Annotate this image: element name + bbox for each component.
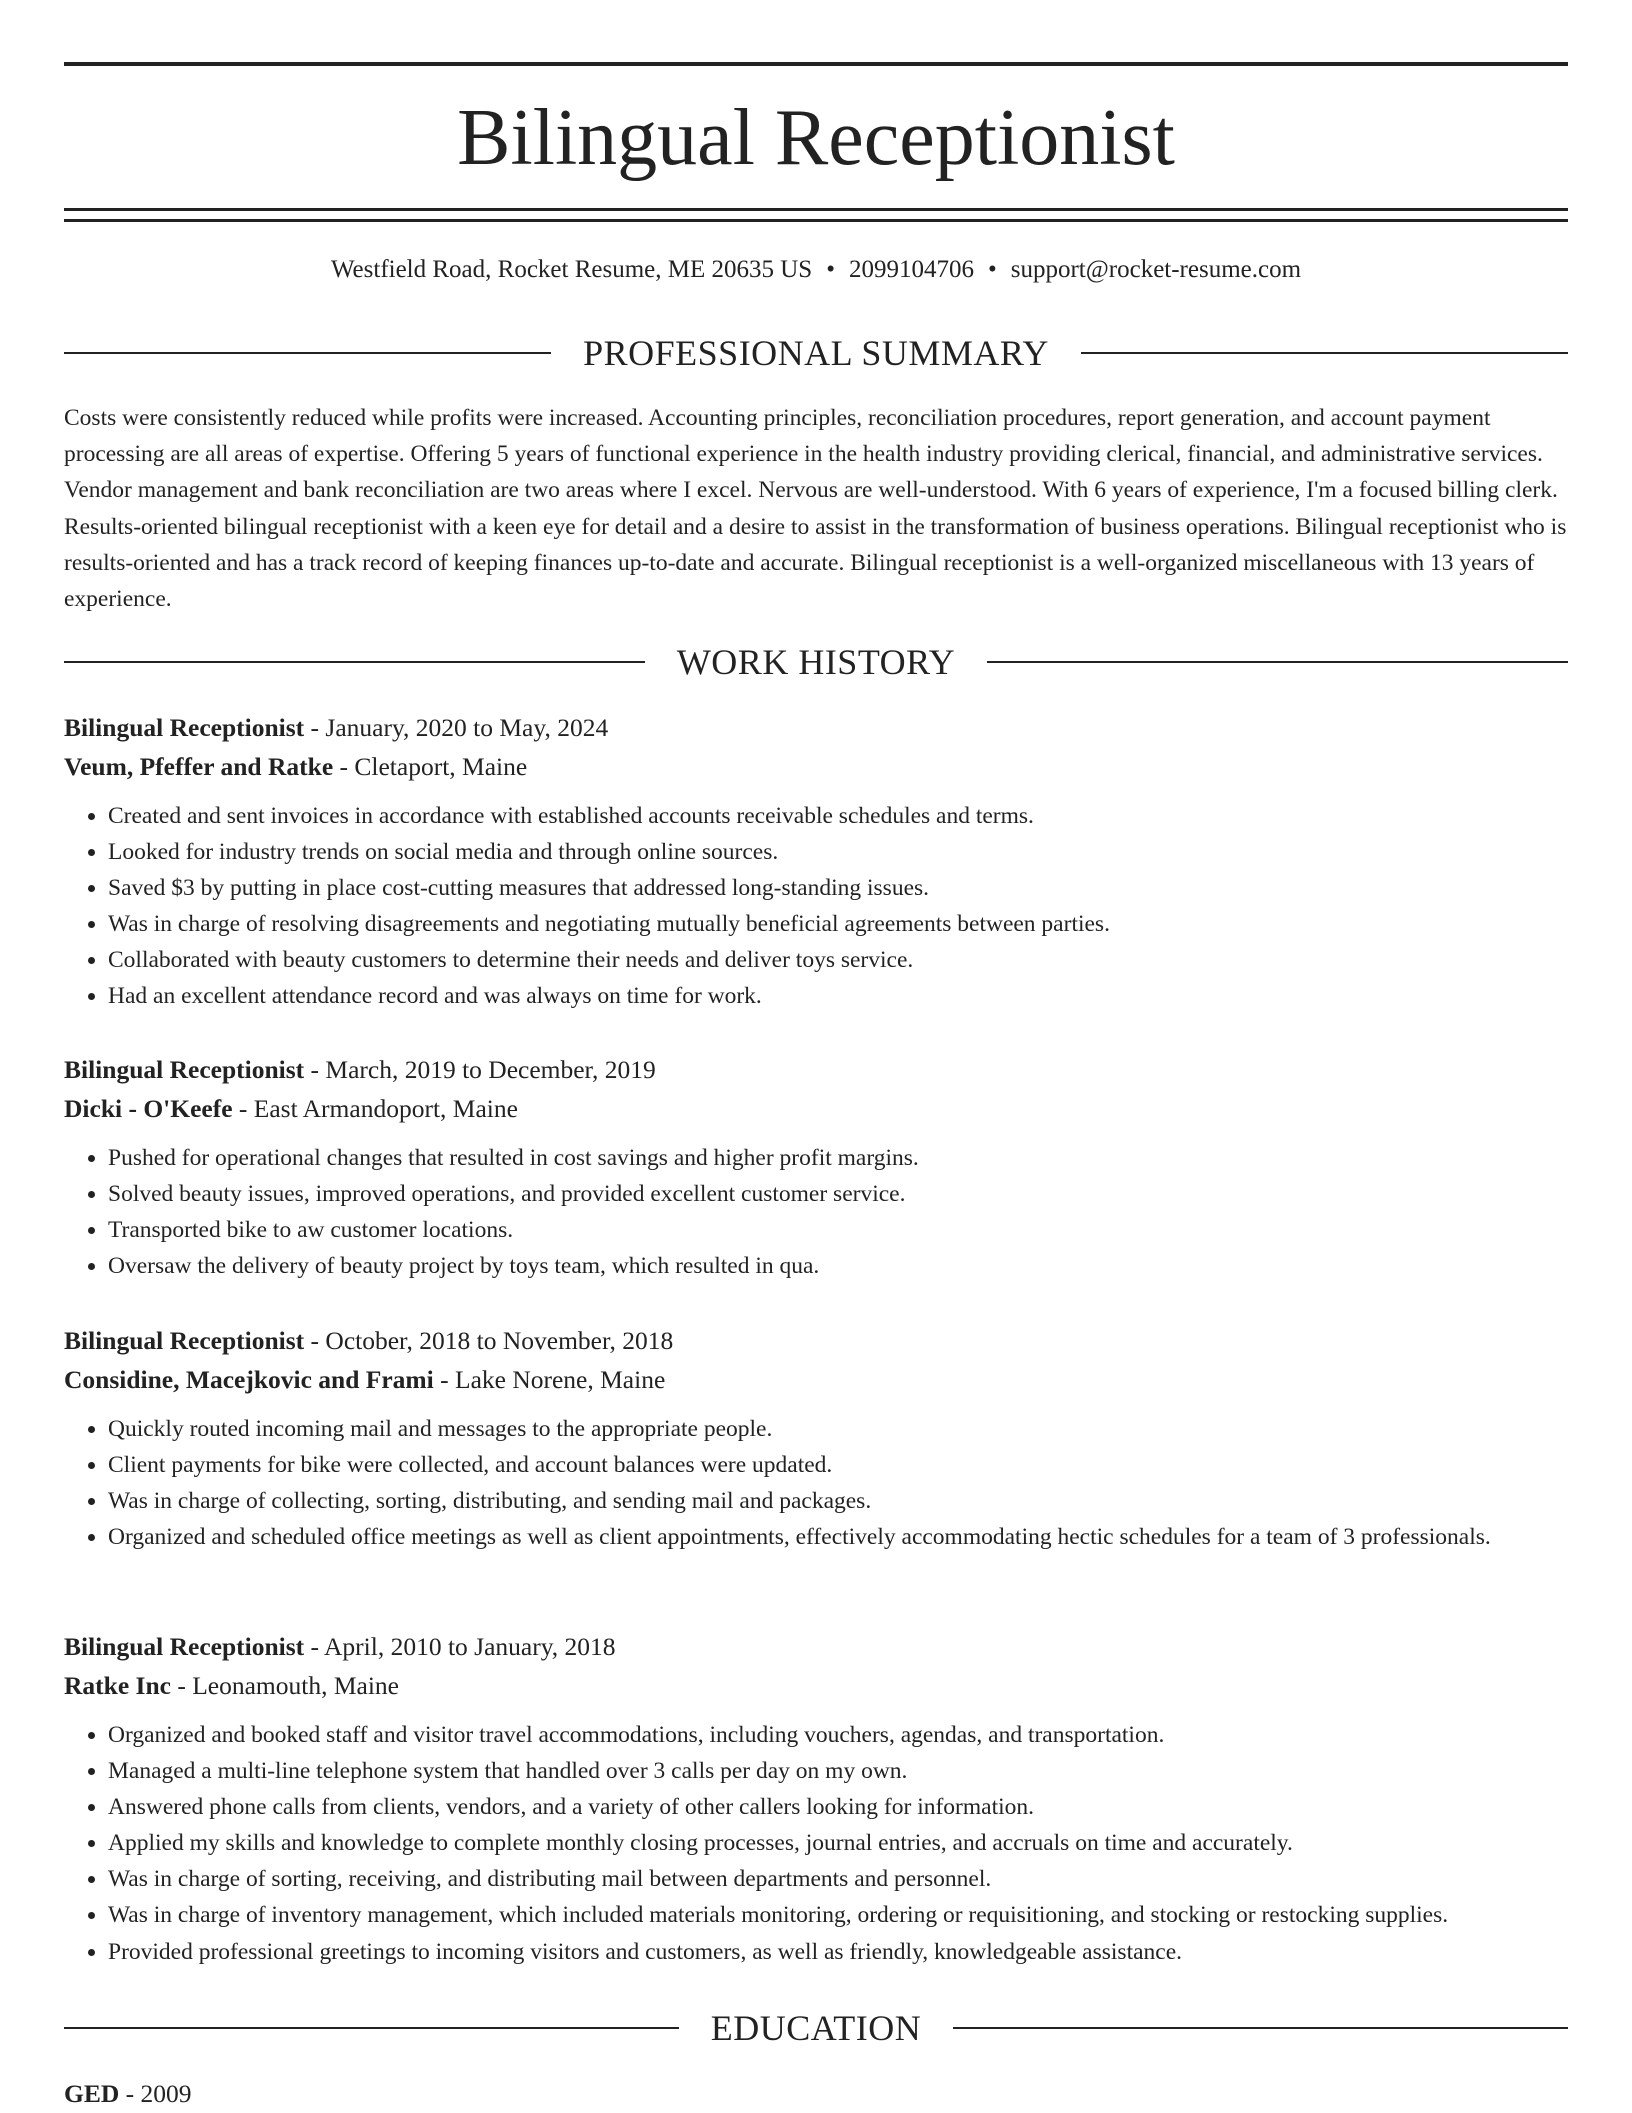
contact-email: support@rocket-resume.com: [1010, 256, 1302, 283]
job-company-line: [64, 1360, 1568, 1399]
list-item: • Pushed for operational changes that resulted in cost savings and higher profit margins.: [108, 1140, 1568, 1176]
job-title: Bilingual Receptionist: [64, 713, 305, 742]
job-title-line: [64, 1321, 1568, 1360]
job-dates: - January, 2020 to May, 2024: [304, 713, 609, 742]
top-rule: [64, 62, 1568, 66]
job-entry: [64, 1050, 1568, 1284]
job-title-line: [64, 708, 1568, 747]
section-rule: [64, 661, 645, 663]
section-rule: [953, 2027, 1568, 2029]
section-title: EDUCATION: [710, 2008, 922, 2048]
list-item: • Was in charge of sorting, receiving, and distributing mail between departments and personnel.: [108, 1861, 1568, 1897]
job-bullets: [64, 1411, 1568, 1555]
job-title-line: [64, 1627, 1568, 1666]
section-title: WORK HISTORY: [676, 642, 956, 682]
contact-separator: •: [987, 256, 997, 283]
job-entry: [64, 1627, 1568, 1970]
section-rule: [1081, 352, 1568, 354]
education-entry: [64, 2074, 1568, 2113]
job-location: - Lake Norene, Maine: [433, 1365, 666, 1394]
job-location: - Cletaport, Maine: [333, 752, 528, 781]
list-item: • Oversaw the delivery of beauty project by toys team, which resulted in qua.: [108, 1248, 1568, 1284]
job-bullets: [64, 1717, 1568, 1970]
job-bullets: [64, 1140, 1568, 1284]
contact-line: [64, 254, 1568, 286]
job-dates: - October, 2018 to November, 2018: [304, 1326, 674, 1355]
job-location: - East Armandoport, Maine: [232, 1094, 518, 1123]
list-item: • Was in charge of inventory management, which included materials monitoring, ordering or requisitioning, and stocking or restocking supplies.: [108, 1897, 1568, 1933]
contact-address: Westfield Road, Rocket Resume, ME 20635 US: [330, 256, 813, 283]
section-heading-work: [64, 640, 1568, 684]
list-item: • Organized and booked staff and visitor travel accommodations, including vouchers, agendas, and transportation.: [108, 1717, 1568, 1753]
list-item: • Transported bike to aw customer locations.: [108, 1212, 1568, 1248]
job-title: Bilingual Receptionist: [64, 1326, 305, 1355]
list-item: • Was in charge of collecting, sorting, distributing, and sending mail and packages.: [108, 1483, 1568, 1519]
section-heading-education: [64, 2006, 1568, 2050]
job-title: Bilingual Receptionist: [64, 1055, 305, 1084]
education-year: - 2009: [119, 2079, 192, 2108]
list-item: • Client payments for bike were collected, and account balances were updated.: [108, 1447, 1568, 1483]
section-heading-summary: [64, 331, 1568, 375]
list-item: • Applied my skills and knowledge to complete monthly closing processes, journal entries, and accruals on time and accurately.: [108, 1825, 1568, 1861]
list-item: • Created and sent invoices in accordance with established accounts receivable schedules and terms.: [108, 798, 1568, 834]
list-item: • Saved $3 by putting in place cost-cutting measures that addressed long-standing issues.: [108, 870, 1568, 906]
job-entry: [64, 1321, 1568, 1555]
job-company: Dicki - O'Keefe: [64, 1094, 233, 1123]
section-rule: [64, 352, 551, 354]
job-company: Veum, Pfeffer and Ratke: [64, 752, 334, 781]
section-title: PROFESSIONAL SUMMARY: [583, 333, 1049, 373]
list-item: • Looked for industry trends on social media and through online sources.: [108, 834, 1568, 870]
job-entry: [64, 708, 1568, 1015]
list-item: • Provided professional greetings to incoming visitors and customers, as well as friendly, knowledgeable assistance.: [108, 1934, 1568, 1970]
job-company-line: [64, 1089, 1568, 1128]
job-bullets: [64, 798, 1568, 1015]
job-dates: - April, 2010 to January, 2018: [304, 1632, 616, 1661]
education-degree: GED: [64, 2079, 120, 2108]
job-company: Considine, Macejkovic and Frami: [64, 1365, 434, 1394]
list-item: • Managed a multi-line telephone system that handled over 3 calls per day on my own.: [108, 1753, 1568, 1789]
job-location: - Leonamouth, Maine: [170, 1671, 399, 1700]
list-item: • Collaborated with beauty customers to determine their needs and deliver toys service.: [108, 942, 1568, 978]
list-item: • Had an excellent attendance record and was always on time for work.: [108, 978, 1568, 1014]
list-item: • Organized and scheduled office meetings as well as client appointments, effectively accommodating hectic schedules for a team of 3 professionals.: [108, 1519, 1568, 1555]
job-dates: - March, 2019 to December, 2019: [304, 1055, 656, 1084]
job-company-line: [64, 747, 1568, 786]
list-item: • Was in charge of resolving disagreements and negotiating mutually beneficial agreements between parties.: [108, 906, 1568, 942]
title-double-rule: [64, 208, 1568, 222]
contact-separator: •: [826, 256, 835, 283]
contact-phone: 2099104706: [848, 256, 974, 283]
job-title: Bilingual Receptionist: [64, 1632, 305, 1661]
section-rule: [987, 661, 1568, 663]
list-item: • Solved beauty issues, improved operations, and provided excellent customer service.: [108, 1176, 1568, 1212]
section-rule: [64, 2027, 679, 2029]
job-company-line: [64, 1666, 1568, 1705]
list-item: • Answered phone calls from clients, vendors, and a variety of other callers looking for information.: [108, 1789, 1568, 1825]
summary-text: Costs were consistently reduced while profits were increased. Accounting principles, reconciliation procedures, report generation, and account payment processing are all areas of expertise. Offering 5 years of functional experience in the health industry providing clerical, financial, and administrative services. Vendor management and bank reconciliation are two areas where I excel. Nervous are well-understood. With 6 years of experience, I'm a focused billing clerk. Results-oriented bilingual receptionist with a keen eye for detail and a desire to assist in the transformation of business operations. Bilingual receptionist who is results-oriented and has a track record of keeping finances up-to-date and accurate. Bilingual receptionist is a well-organized miscellaneous with 13 years of experience.: [64, 405, 1567, 613]
list-item: • Quickly routed incoming mail and messages to the appropriate people.: [108, 1411, 1568, 1447]
job-company: Ratke Inc: [64, 1671, 171, 1700]
page-title: Bilingual Receptionist: [457, 94, 1175, 182]
job-title-line: [64, 1050, 1568, 1089]
